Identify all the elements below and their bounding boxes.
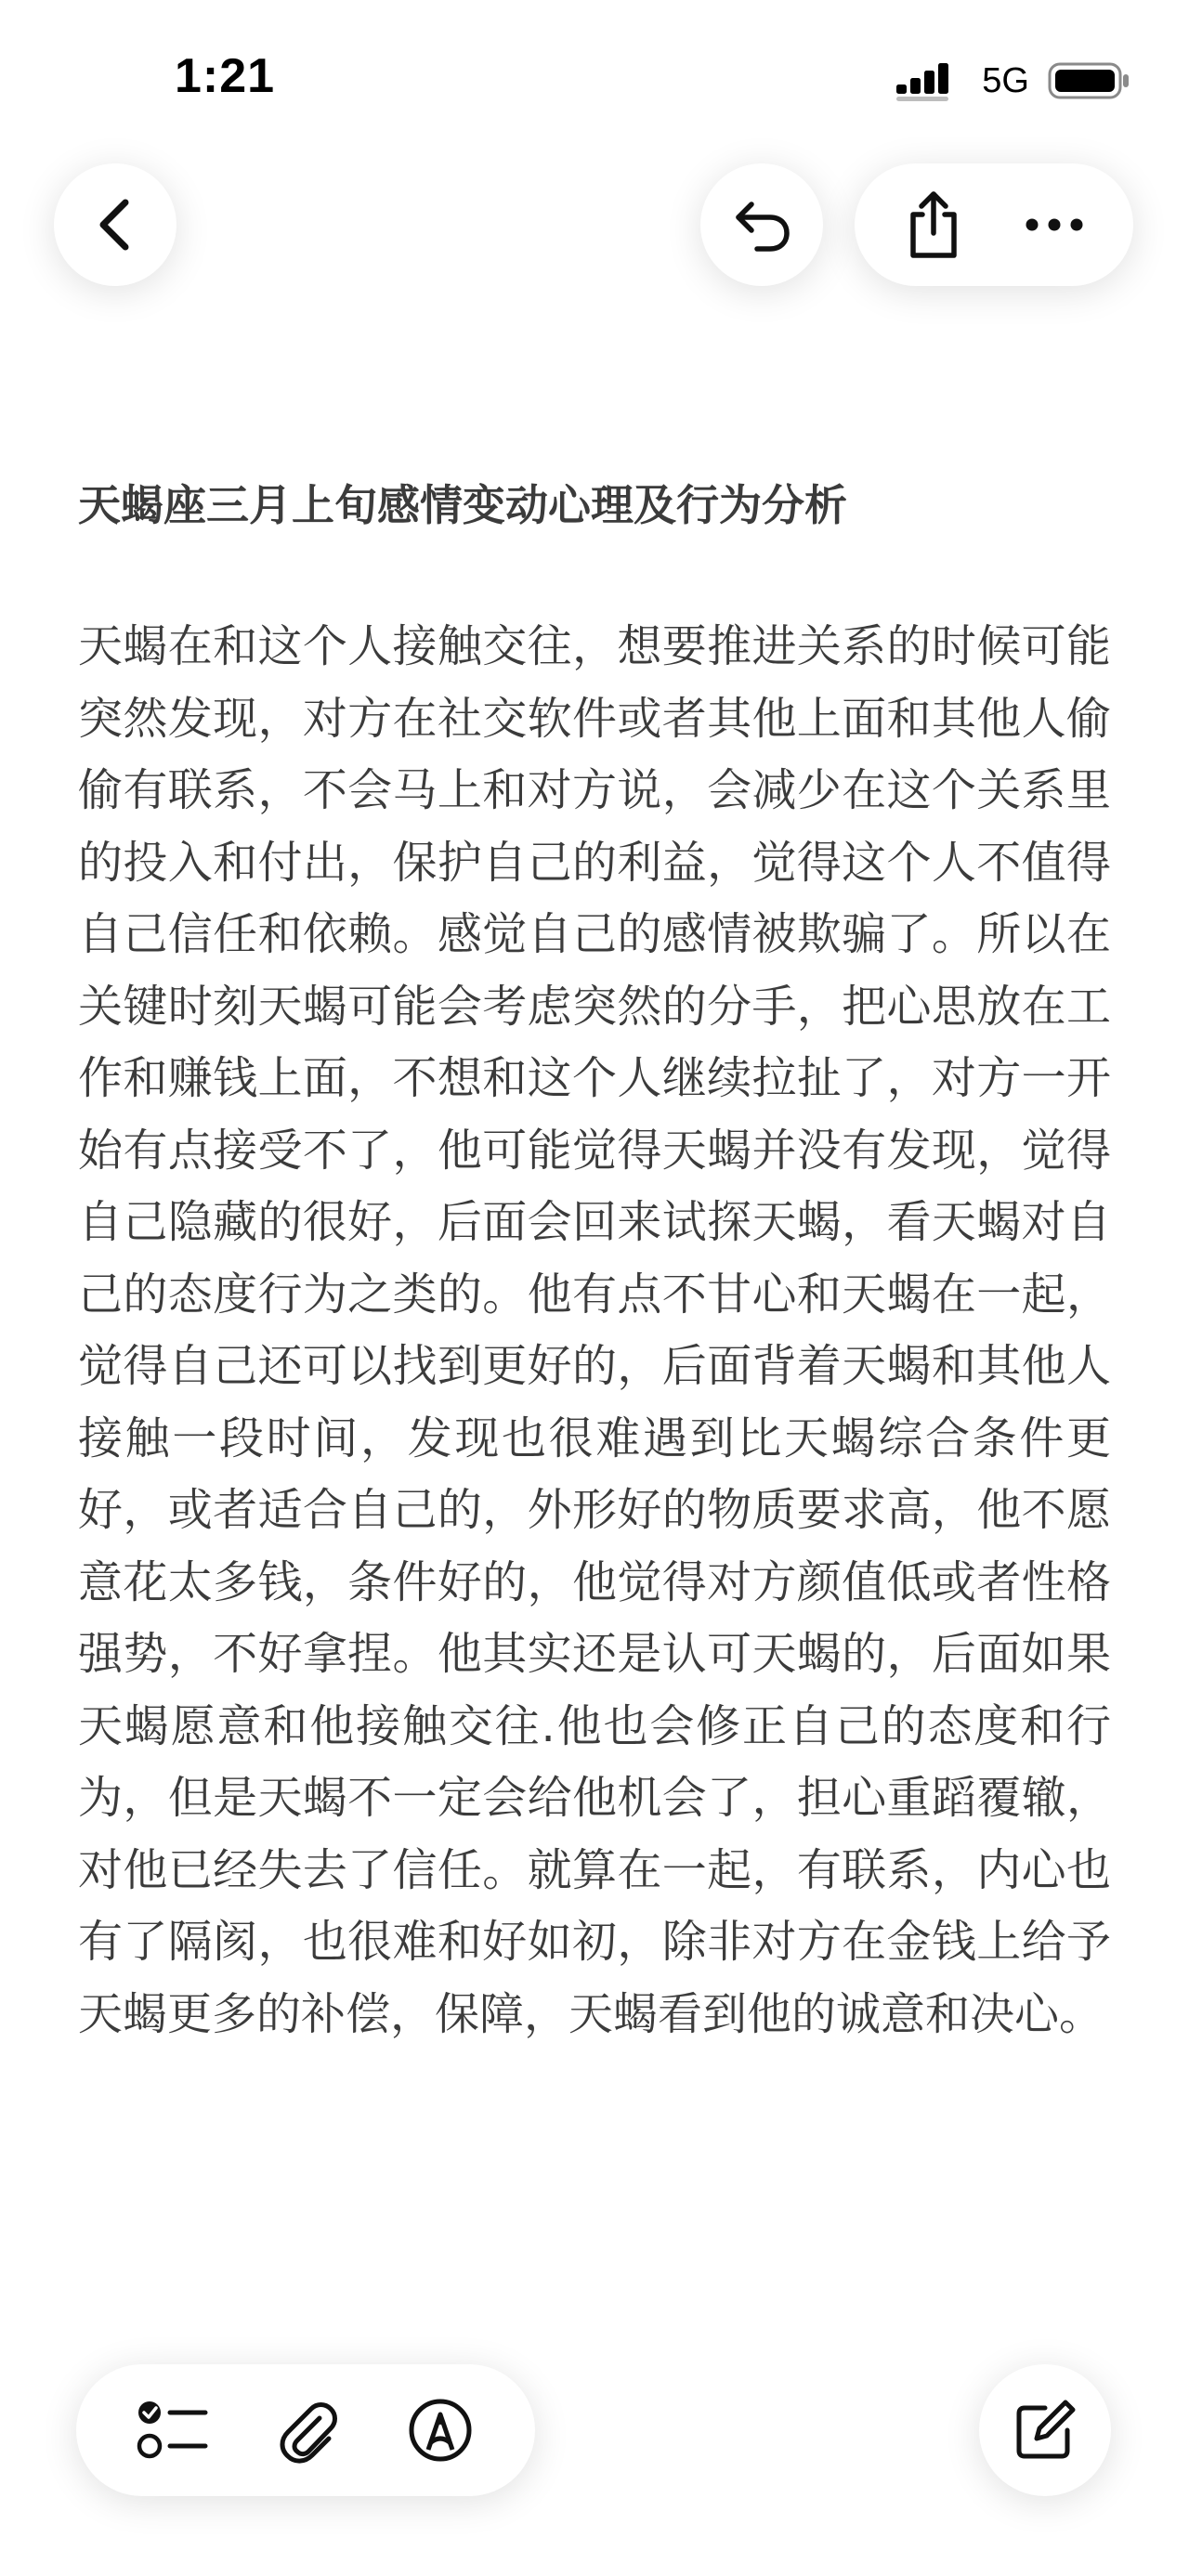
attachment-icon: [275, 2396, 340, 2465]
markup-icon: [406, 2396, 475, 2465]
checklist-icon: [137, 2398, 209, 2463]
undo-button[interactable]: [700, 163, 823, 286]
note-title[interactable]: 天蝎座三月上旬感情变动心理及行为分析: [78, 480, 847, 530]
status-bar: [0, 0, 1189, 139]
battery-icon: [1048, 60, 1131, 101]
attachment-button[interactable]: [275, 2396, 340, 2465]
status-indicators: [896, 59, 1131, 102]
checklist-button[interactable]: [137, 2398, 209, 2463]
network-type-label: 5G: [982, 60, 1029, 100]
share-button[interactable]: [904, 189, 963, 261]
undo-icon: [729, 195, 794, 254]
bottom-toolbar: [76, 2364, 535, 2496]
compose-button[interactable]: [979, 2364, 1111, 2496]
back-icon: [90, 195, 140, 254]
back-button[interactable]: [54, 163, 176, 286]
markup-button[interactable]: [406, 2396, 475, 2465]
more-icon: [1024, 215, 1085, 234]
status-time: 1:21: [175, 49, 276, 103]
signal-icon: [896, 60, 965, 101]
note-body[interactable]: 天蝎在和这个人接触交往，想要推进关系的时候可能突然发现，对方在社交软件或者其他上面和其他人偷偷有联系，不会马上和对方说，会减少在这个关系里的投入和付出，保护自己的利益，觉得这个人不值得自己信任和依赖。感觉自己的感情被欺骗了。所以在关键时刻天蝎可能会考虑突然的分手，把心思放在工作和赚钱上面，不想和这个人继续拉扯了，对方一开始有点接受不了，他可能觉得天蝎并没有发现，觉得自己隐藏的很好，后面会回来试探天蝎，看天蝎对自己的态度行为之类的。他有点不甘心和天蝎在一起，觉得自己还可以找到更好的，后面背着天蝎和其他人接触一段时间，发现也很难遇到比天蝎综合条件更好，或者适合自己的，外形好的物质要求高，他不愿意花太多钱，条件好的，他觉得对方颜值低或者性格强势，不好拿捏。他其实还是认可天蝎的，后面如果天蝎愿意和他接触交往.他也会修正自己的态度和行为，但是天蝎不一定会给他机会了，担心重蹈覆辙，对他已经失去了信任。就算在一起，有联系，内心也有了隔阂，也很难和好如初，除非对方在金钱上给予天蝎更多的补偿，保障，天蝎看到他的诚意和决心。: [78, 620, 1111, 2040]
share-icon: [904, 189, 963, 261]
compose-icon: [1012, 2397, 1078, 2464]
note-actions-group: [855, 163, 1133, 286]
more-button[interactable]: [1024, 215, 1085, 234]
